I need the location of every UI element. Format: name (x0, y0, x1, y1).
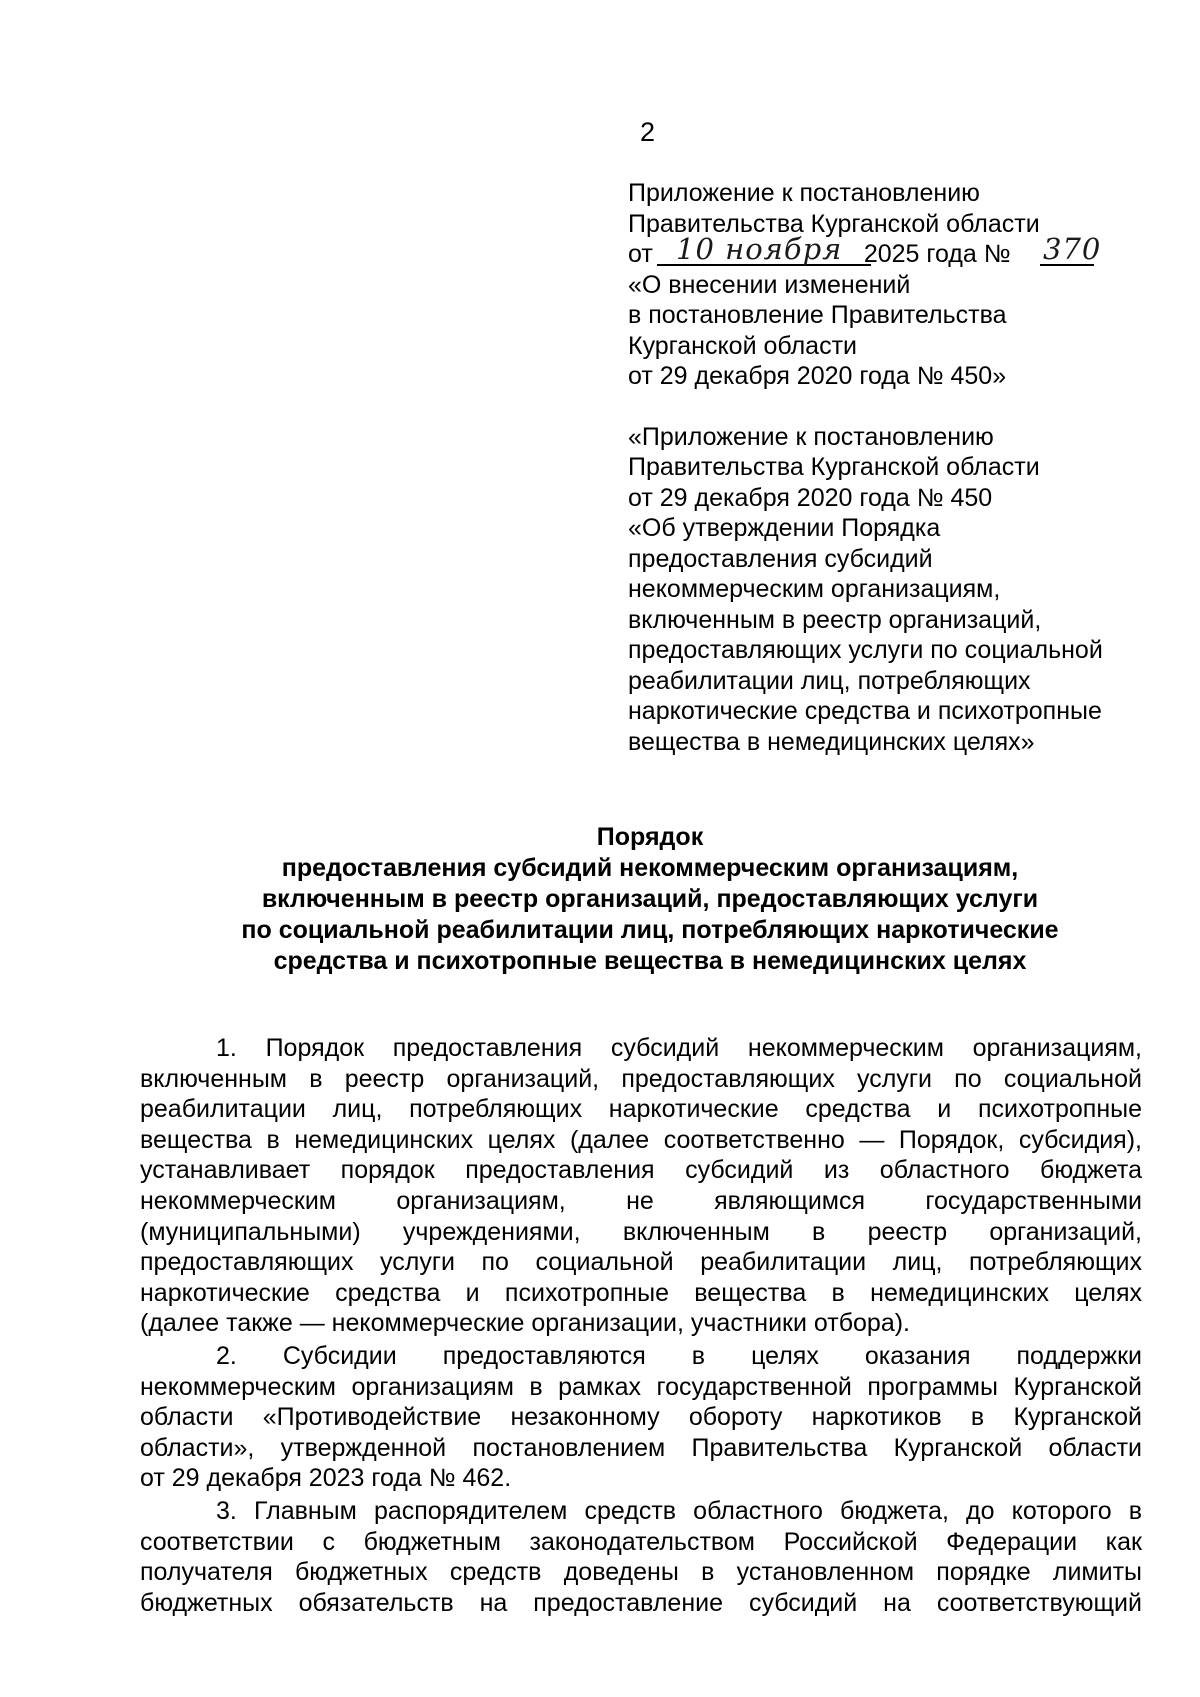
appendix-year: 2025 года № (863, 240, 1011, 268)
page-number: 2 (640, 117, 656, 147)
body-line: включенным в реестр организаций, предоставляющих услуги по социальной (140, 1064, 1142, 1093)
body-line: соответствии с бюджетным законодательством Российской Федерации как (140, 1527, 1142, 1556)
body-line: реабилитации лиц, потребляющих наркотические средства и психотропные (140, 1095, 1142, 1124)
body-line: бюджетных обязательств на предоставление субсидий на соответствующий (140, 1588, 1142, 1617)
appendix-line: реабилитации лиц, потребляющих (628, 666, 1031, 695)
appendix-line: наркотические средства и психотропные (628, 697, 1102, 725)
appendix-line: включенным в реестр организаций, (628, 605, 1042, 634)
appendix-line: Правительства Курганской области (628, 209, 1040, 238)
appendix-line: Приложение к постановлению (628, 179, 980, 207)
body-line: 3. Главным распорядителем средств областного бюджета, до которого в (216, 1496, 1142, 1525)
body-line: от 29 декабря 2023 года № 462. (140, 1464, 512, 1493)
title-line: предоставления субсидий некоммерческим организациям, (281, 854, 1019, 882)
appendix-line: от 29 декабря 2020 года № 450» (628, 362, 1007, 390)
body-line: наркотические средства и психотропные вещества в немедицинских целях (140, 1278, 1142, 1307)
body-line: устанавливает порядок предоставления субсидий из областного бюджета (140, 1156, 1142, 1185)
body-line: 1. Порядок предоставления субсидий некоммерческим организациям, (216, 1034, 1142, 1062)
title-line: Порядок (596, 823, 704, 851)
appendix-line: Курганской области (628, 331, 858, 360)
appendix-line: от 29 декабря 2020 года № 450 (628, 483, 993, 512)
appendix-date-prefix: от (628, 240, 653, 268)
appendix-line: предоставляющих услуги по социальной (628, 636, 1103, 664)
appendix-line: некоммерческим организациям, (628, 575, 1001, 603)
body-line: (муниципальными) учреждениями, включенным в реестр организаций, (140, 1217, 1142, 1246)
body-line: предоставляющих услуги по социальной реабилитации лиц, потребляющих (140, 1248, 1142, 1277)
title-line: по социальной реабилитации лиц, потребляющих наркотические (241, 916, 1059, 944)
body-line: получателя бюджетных средств доведены в установленном порядке лимиты (140, 1558, 1142, 1587)
handwritten-number: 370 (1043, 232, 1102, 266)
title-line: средства и психотропные вещества в немедицинских целях (273, 947, 1027, 975)
body-line: области», утвержденной постановлением Правительства Курганской области (140, 1433, 1142, 1462)
body-line: 2. Субсидии предоставляются в целях оказания поддержки (216, 1341, 1142, 1370)
appendix-line: предоставления субсидий (628, 544, 933, 573)
body-line: некоммерческим организациям в рамках государственной программы Курганской (140, 1372, 1142, 1401)
appendix-line: вещества в немедицинских целях» (628, 727, 1035, 756)
handwritten-date: 10 ноября (676, 232, 843, 266)
appendix-line: «Приложение к постановлению (628, 422, 994, 451)
document-title (130, 822, 1170, 977)
body-line: (далее также — некоммерческие организации, участники отбора). (140, 1309, 910, 1338)
appendix-line: «Об утверждении Порядка (628, 514, 941, 542)
body-line: области «Противодействие незаконному обороту наркотиков в Курганской (140, 1403, 1142, 1432)
document-body (140, 1033, 1142, 1618)
appendix-line: «О внесении изменений (628, 270, 911, 299)
title-line: включенным в реестр организаций, предоставляющих услуги (261, 885, 1039, 913)
body-line: некоммерческим организациям, не являющимся государственными (140, 1186, 1142, 1215)
appendix-line: в постановление Правительства (628, 301, 1007, 329)
body-line: вещества в немедицинских целях (далее соответственно — Порядок, субсидия), (140, 1125, 1142, 1154)
appendix-line: Правительства Курганской области (628, 453, 1040, 481)
